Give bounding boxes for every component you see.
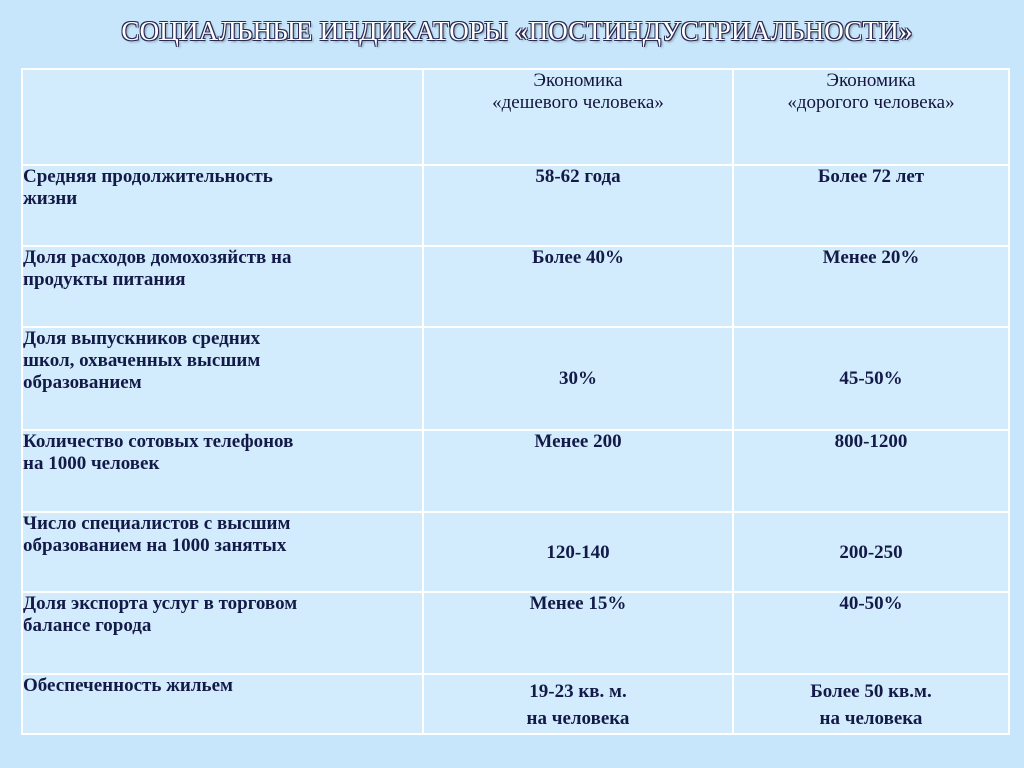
row-label bbox=[22, 327, 423, 430]
slide-title: СОЦИАЛЬНЫЕ ИНДИКАТОРЫ «ПОСТИНДУСТРИАЛЬНОСТИ» bbox=[121, 16, 913, 46]
row-label bbox=[22, 246, 423, 327]
cheap-value-line: на человека bbox=[526, 708, 630, 729]
table-row bbox=[22, 430, 1009, 512]
header-cheap-line1: Экономика bbox=[533, 70, 623, 91]
dear-value: Менее 20% bbox=[733, 246, 1009, 327]
row-label-line: Средняя продолжительность bbox=[23, 166, 273, 187]
table-header-row bbox=[22, 69, 1009, 165]
cheap-value: Менее 200 bbox=[423, 430, 733, 512]
header-empty-cell bbox=[22, 69, 423, 165]
row-label-line: образованием bbox=[23, 372, 142, 393]
row-label-line: образованием на 1000 занятых bbox=[23, 535, 287, 556]
row-label-line: жизни bbox=[23, 188, 78, 209]
table-row bbox=[22, 246, 1009, 327]
row-label-line: школ, охваченных высшим bbox=[23, 350, 261, 371]
cheap-value: Менее 15% bbox=[423, 592, 733, 674]
dear-value-line: на человека bbox=[819, 708, 923, 729]
row-label bbox=[22, 592, 423, 674]
header-dear-line2: «дорогого человека» bbox=[787, 92, 955, 113]
table-row bbox=[22, 327, 1009, 430]
dear-value: 200-250 bbox=[733, 512, 1009, 592]
cheap-value: 120-140 bbox=[423, 512, 733, 592]
dear-value: Более 72 лет bbox=[733, 165, 1009, 246]
dear-value-line: Более 50 кв.м. bbox=[810, 681, 932, 702]
cheap-value: 58-62 года bbox=[423, 165, 733, 246]
cheap-value: 30% bbox=[423, 327, 733, 430]
table-row bbox=[22, 512, 1009, 592]
header-dear-economy bbox=[733, 69, 1009, 165]
dear-value bbox=[733, 674, 1009, 734]
row-label-line: на 1000 человек bbox=[23, 453, 160, 474]
dear-value: 40-50% bbox=[733, 592, 1009, 674]
row-label-line: Число специалистов с высшим bbox=[23, 513, 291, 534]
row-label-line: Количество сотовых телефонов bbox=[23, 431, 294, 452]
cheap-value bbox=[423, 674, 733, 734]
header-cheap-economy bbox=[423, 69, 733, 165]
row-label-line: Доля расходов домохозяйств на bbox=[23, 247, 292, 268]
dear-value: 800-1200 bbox=[733, 430, 1009, 512]
table-row bbox=[22, 592, 1009, 674]
dear-value: 45-50% bbox=[733, 327, 1009, 430]
table-row bbox=[22, 674, 1009, 734]
row-label-line: Доля выпускников средних bbox=[23, 328, 261, 349]
row-label-line: балансе города bbox=[23, 615, 152, 636]
header-dear-line1: Экономика bbox=[826, 70, 916, 91]
cheap-value: Более 40% bbox=[423, 246, 733, 327]
table-row bbox=[22, 165, 1009, 246]
row-label bbox=[22, 512, 423, 592]
row-label bbox=[22, 165, 423, 246]
row-label-line: Доля экспорта услуг в торговом bbox=[23, 593, 298, 614]
row-label-line: продукты питания bbox=[23, 269, 186, 290]
row-label bbox=[22, 430, 423, 512]
row-label bbox=[22, 674, 423, 734]
cheap-value-line: 19-23 кв. м. bbox=[529, 681, 627, 702]
row-label-line: Обеспеченность жильем bbox=[23, 675, 233, 696]
header-cheap-line2: «дешевого человека» bbox=[492, 92, 664, 113]
indicators-table bbox=[21, 68, 1010, 735]
